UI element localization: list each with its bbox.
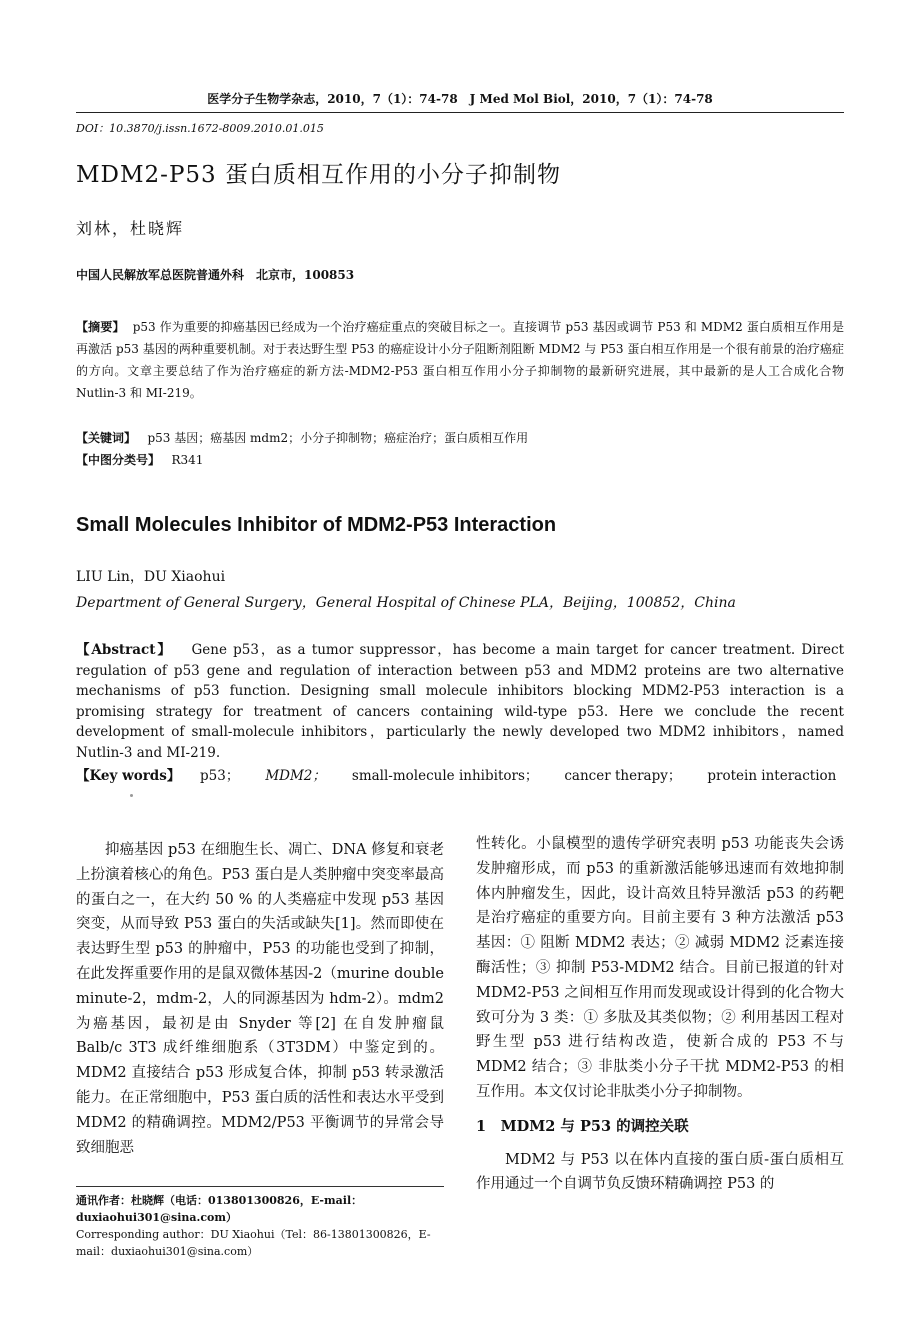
stray-mark — [130, 794, 133, 797]
header-rule — [76, 112, 844, 113]
affiliation-en: Department of General Surgery，General Hospital of Chinese PLA，Beijing，100852，China — [76, 595, 736, 611]
keywords-cn-text: p53 基因；癌基因 mdm2；小分子抑制物；癌症治疗；蛋白质相互作用 — [147, 431, 529, 445]
section-heading: 1 MDM2 与 P53 的调控关联 — [476, 1117, 689, 1135]
authors-en: LIU Lin，DU Xiaohui — [76, 569, 226, 585]
keywords-cn — [76, 428, 528, 448]
title-en: Small Molecules Inhibitor of MDM2-P53 Interaction — [76, 514, 557, 536]
footnote-rule — [76, 1186, 444, 1187]
body-right-column — [476, 832, 844, 1197]
affiliation-cn: 中国人民解放军总医院普通外科 北京市，100853 — [76, 268, 355, 282]
abstract-cn-label: 【摘要】 — [76, 320, 125, 334]
body-left-column — [76, 838, 444, 1160]
keyword-en: protein interaction — [707, 768, 837, 784]
journal-header: 医学分子生物学杂志，2010，7（1）：74-78 J Med Mol Biol，2010，7（1）：74-78 — [207, 92, 713, 106]
doi: DOI：10.3870/j.issn.1672-8009.2010.01.015 — [76, 122, 324, 135]
body-paragraph: 抑癌基因 p53 在细胞生长、凋亡、DNA 修复和衰老上扮演着核心的角色。P53 蛋白是人类肿瘤中突变率最高的蛋白之一，在大约 50 % 的人类癌症中发现 p53 基因突变，从而导致 P53 蛋白的失活或缺失[1]。然而即使在表达野生型 p53 的肿瘤中，P53 的功能也受到了抑制，在此发挥重要作用的是鼠双微体基因-2（murine double minute-2，mdm-2，人的同源基因为 hdm-2）。mdm2 为癌基因，最初是由 Snyder 等[2] 在自发肿瘤鼠 Balb/c 3T3 成纤维细胞系（3T3DM）中鉴定到的。MDM2 直接结合 p53 形成复合体，抑制 p53 转录激活能力。在正常细胞中，P53 蛋白质的活性和表达水平受到 MDM2 的精确调控。MDM2/P53 平衡调节的异常会导致细胞恶 — [76, 842, 444, 1156]
keyword-en: MDM2； — [265, 768, 326, 784]
abstract-en — [76, 640, 844, 763]
abstract-en-label: 【Abstract】 — [76, 642, 173, 658]
keyword-en: cancer therapy； — [564, 768, 682, 784]
keywords-cn-label: 【关键词】 — [76, 431, 137, 445]
keywords-en — [76, 766, 844, 786]
authors-cn: 刘林，杜晓辉 — [76, 219, 185, 238]
footnote-cn: 通讯作者：杜晓辉（电话：013801300826，E-mail：duxiaohui301@sina.com） — [76, 1194, 363, 1224]
clc-cn — [76, 450, 203, 470]
abstract-cn-text: p53 作为重要的抑癌基因已经成为一个治疗癌症重点的突破目标之一。直接调节 p53 基因或调节 P53 和 MDM2 蛋白质相互作用是再激活 p53 基因的两种重要机制。对于表达野生型 P53 的癌症设计小分子阻断剂阻断 MDM2 与 P53 蛋白相互作用是一个很有前景的治疗癌症的方向。文章主要总结了作为治疗癌症的新方法-MDM2-P53 蛋白相互作用小分子抑制物的最新研究进展，其中最新的是人工合成化合物 Nutlin-3 和 MI-219。 — [76, 320, 844, 400]
keyword-en: p53； — [200, 768, 240, 784]
keywords-en-label: 【Key words】 — [76, 768, 181, 784]
body-paragraph: 性转化。小鼠模型的遗传学研究表明 p53 功能丧失会诱发肿瘤形成，而 p53 的重新激活能够迅速而有效地抑制体内肿瘤发生，因此，设计高效且特异激活 p53 的药靶是治疗癌症的重要方向。目前主要有 3 种方法激活 p53 基因：① 阻断 MDM2 表达；② 减弱 MDM2 泛素连接酶活性；③ 抑制 P53-MDM2 结合。目前已报道的针对 MDM2-P53 之间相互作用而发现或设计得到的化合物大致可分为 3 类：① 多肽及其类似物；② 利用基因工程对野生型 p53 进行结构改造，使新合成的 P53 不与 MDM2 结合；③ 非肽类小分子干扰 MDM2-P53 的相互作用。本文仅讨论非肽类小分子抑制物。 — [476, 836, 844, 1100]
footnote-en: Corresponding author：DU Xiaohui（Tel：86-13801300826，E-mail：duxiaohui301@sina.com） — [76, 1228, 431, 1258]
body-paragraph: MDM2 与 P53 以在体内直接的蛋白质-蛋白质相互作用通过一个自调节负反馈环精确调控 P53 的 — [476, 1151, 844, 1193]
abstract-cn — [76, 316, 844, 404]
clc-value: R341 — [171, 453, 204, 467]
clc-label: 【中图分类号】 — [76, 453, 161, 467]
title-cn: MDM2-P53 蛋白质相互作用的小分子抑制物 — [76, 162, 561, 188]
keyword-en: small-molecule inhibitors； — [351, 768, 539, 784]
footnotes — [76, 1192, 444, 1260]
abstract-en-text: Gene p53，as a tumor suppressor，has become a main target for cancer treatment. Direct regulation of p53 gene and regulation of interaction between p53 and MDM2 proteins are two alternative mechanisms of p53 function. Designing small molecule inhibitors blocking MDM2-P53 interaction is a promising strategy for treatment of cancers containing wild-type p53. Here we conclude the recent development of small-molecule inhibitors，particularly the newly developed two MDM2 inhibitors，named Nutlin-3 and MI-219. — [76, 642, 844, 761]
